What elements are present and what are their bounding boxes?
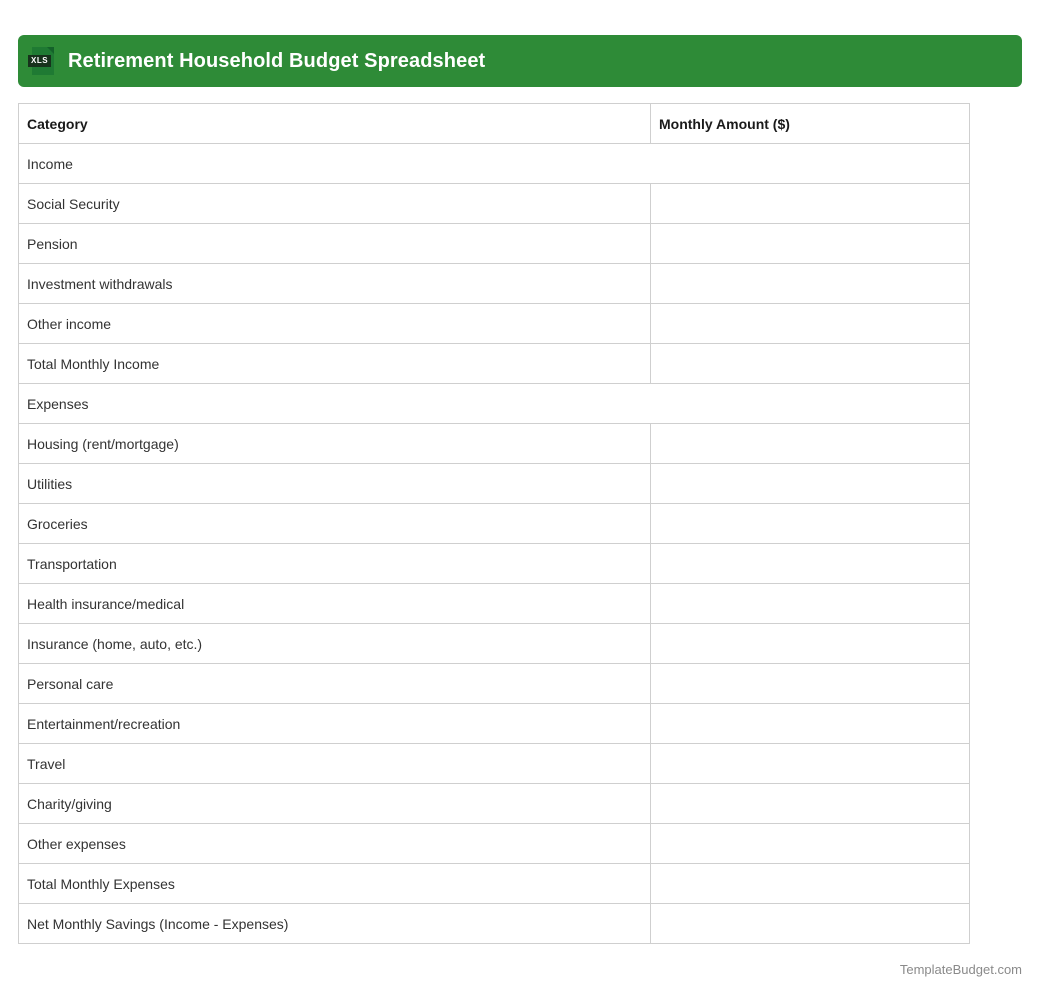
table-row — [19, 344, 970, 384]
document-title-banner — [18, 35, 1022, 87]
page-title: Retirement Household Budget Spreadsheet — [68, 49, 486, 72]
budget-table-head — [19, 104, 970, 144]
amount-input-cell[interactable] — [651, 584, 970, 624]
category-cell: Health insurance/medical — [19, 584, 651, 624]
xls-file-icon — [30, 46, 56, 76]
table-row — [19, 704, 970, 744]
table-row — [19, 744, 970, 784]
category-cell: Groceries — [19, 504, 651, 544]
table-row — [19, 464, 970, 504]
table-row — [19, 624, 970, 664]
table-row — [19, 904, 970, 944]
footer-credit: TemplateBudget.com — [899, 962, 1022, 977]
amount-input-cell[interactable] — [651, 424, 970, 464]
amount-input-cell[interactable] — [651, 744, 970, 784]
xls-file-icon-badge: XLS — [28, 55, 51, 67]
section-header-cell: Income — [19, 144, 970, 184]
table-row — [19, 264, 970, 304]
category-cell: Travel — [19, 744, 651, 784]
category-cell: Total Monthly Expenses — [19, 864, 651, 904]
amount-input-cell[interactable] — [651, 824, 970, 864]
category-cell: Pension — [19, 224, 651, 264]
amount-input-cell[interactable] — [651, 464, 970, 504]
category-cell: Personal care — [19, 664, 651, 704]
category-cell: Housing (rent/mortgage) — [19, 424, 651, 464]
amount-input-cell[interactable] — [651, 504, 970, 544]
table-row — [19, 184, 970, 224]
amount-input-cell[interactable] — [651, 224, 970, 264]
table-row — [19, 584, 970, 624]
category-cell: Social Security — [19, 184, 651, 224]
table-row — [19, 224, 970, 264]
amount-input-cell[interactable] — [651, 264, 970, 304]
section-header-cell: Expenses — [19, 384, 970, 424]
table-row — [19, 504, 970, 544]
category-cell: Total Monthly Income — [19, 344, 651, 384]
amount-input-cell[interactable] — [651, 704, 970, 744]
table-row — [19, 304, 970, 344]
category-cell: Net Monthly Savings (Income - Expenses) — [19, 904, 651, 944]
amount-input-cell[interactable] — [651, 184, 970, 224]
amount-input-cell[interactable] — [651, 544, 970, 584]
table-row — [19, 424, 970, 464]
category-cell: Other income — [19, 304, 651, 344]
table-row — [19, 784, 970, 824]
category-cell: Entertainment/recreation — [19, 704, 651, 744]
amount-input-cell[interactable] — [651, 624, 970, 664]
column-header-monthly-amount: Monthly Amount ($) — [651, 104, 970, 144]
amount-input-cell[interactable] — [651, 904, 970, 944]
table-row — [19, 864, 970, 904]
budget-table — [18, 103, 970, 944]
category-cell: Insurance (home, auto, etc.) — [19, 624, 651, 664]
table-header-row — [19, 104, 970, 144]
budget-table-body — [19, 144, 970, 944]
table-row — [19, 664, 970, 704]
amount-input-cell[interactable] — [651, 344, 970, 384]
amount-input-cell[interactable] — [651, 784, 970, 824]
xls-file-icon-fold — [47, 47, 54, 54]
category-cell: Utilities — [19, 464, 651, 504]
column-header-category: Category — [19, 104, 651, 144]
category-cell: Charity/giving — [19, 784, 651, 824]
table-row — [19, 384, 970, 424]
table-row — [19, 544, 970, 584]
amount-input-cell[interactable] — [651, 864, 970, 904]
category-cell: Other expenses — [19, 824, 651, 864]
amount-input-cell[interactable] — [651, 664, 970, 704]
category-cell: Investment withdrawals — [19, 264, 651, 304]
table-row — [19, 144, 970, 184]
category-cell: Transportation — [19, 544, 651, 584]
amount-input-cell[interactable] — [651, 304, 970, 344]
table-row — [19, 824, 970, 864]
